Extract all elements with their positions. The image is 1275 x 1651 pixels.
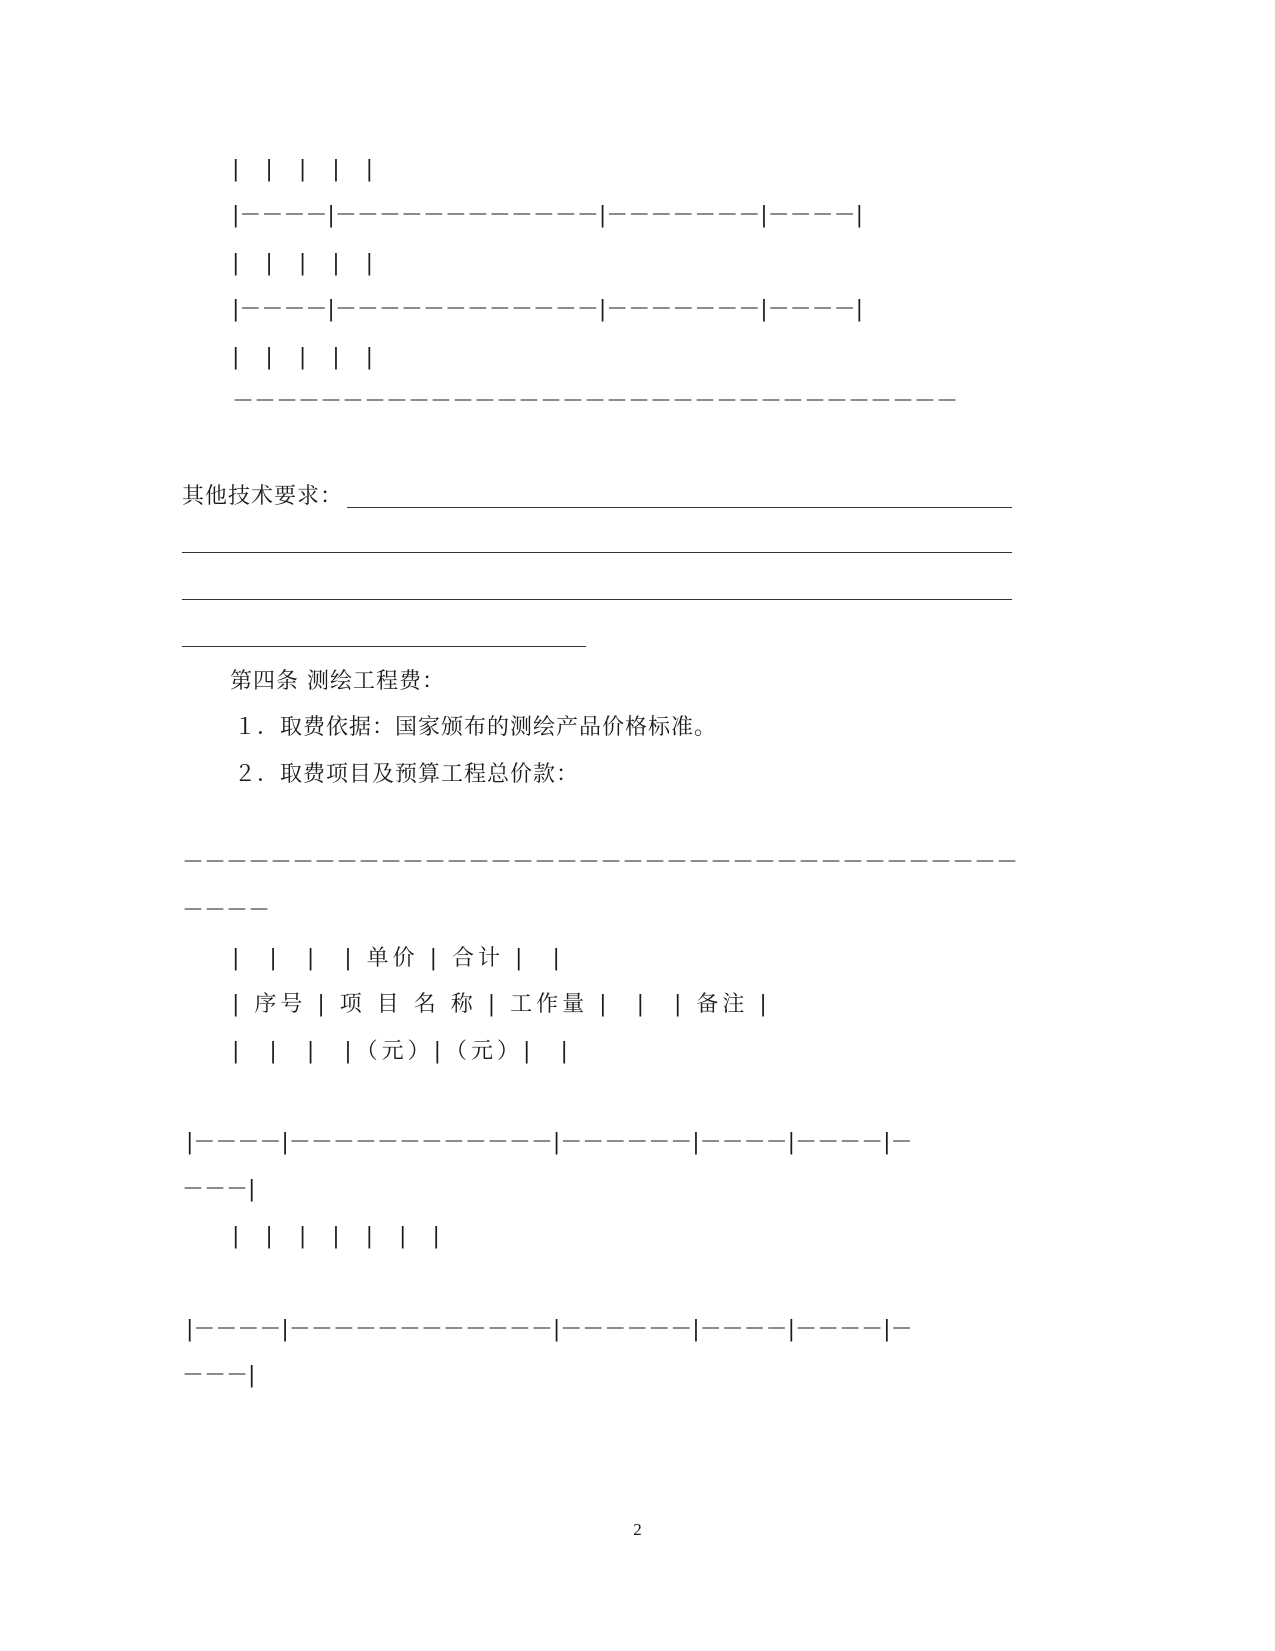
table1-separator-2: |－－－－|－－－－－－－－－－－－|－－－－－－－|－－－－| [232,297,864,322]
table2-body-row: | | | | | | | [232,1224,442,1249]
table2-header-row2: | 序号 | 项 目 名 称 | 工作量 | | | 备注 | [232,992,771,1017]
fill-in-blank-3 [182,599,1012,600]
page-number: 2 [633,1520,642,1539]
table1-bottom-border: －－－－－－－－－－－－－－－－－－－－－－－－－－－－－－－－－ [232,389,959,414]
table2-top-border-line2: －－－－ [182,898,271,923]
other-requirements-label: 其他技术要求： [182,484,344,509]
table1-row-a: | | | | | [232,157,376,182]
fill-in-blank-4 [182,646,586,647]
table2-top-border-line1: －－－－－－－－－－－－－－－－－－－－－－－－－－－－－－－－－－－－－－ [182,850,1019,875]
table2-separator-2a: |－－－－|－－－－－－－－－－－－|－－－－－－|－－－－|－－－－|－ [186,1317,913,1342]
fill-in-blank-1 [347,507,1012,508]
table2-header-row1: | | | | 单价 | 合计 | | [232,946,564,971]
article4-item1: １．取费依据：国家颁布的测绘产品价格标准。 [234,715,718,740]
table1-row-b: | | | | | [232,251,376,276]
table2-header-row3: | | | |（元）|（元）| | [232,1039,572,1064]
table1-row-c: | | | | | [232,345,376,370]
article4-heading: 第四条 测绘工程费： [230,669,445,694]
table2-separator-1a: |－－－－|－－－－－－－－－－－－|－－－－－－|－－－－|－－－－|－ [186,1130,913,1155]
article4-item2: ２．取费项目及预算工程总价款： [234,762,580,787]
table2-separator-2b: －－－| [182,1363,256,1388]
table2-separator-1b: －－－| [182,1177,256,1202]
table1-separator-1: |－－－－|－－－－－－－－－－－－|－－－－－－－|－－－－| [232,203,864,228]
fill-in-blank-2 [182,552,1012,553]
